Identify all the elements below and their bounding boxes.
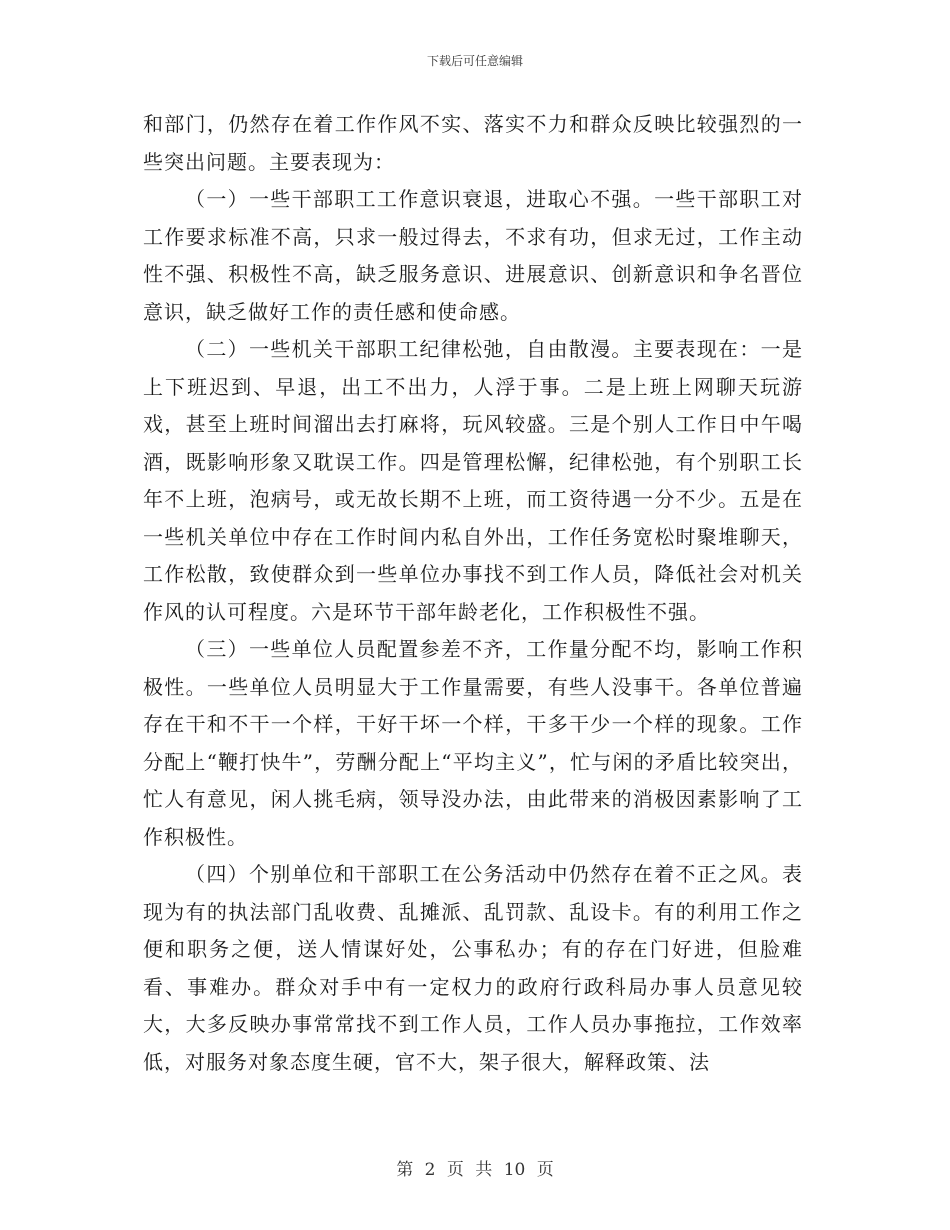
paragraph-section-2: （二）一些机关干部职工纪律松弛，自由散漫。主要表现在：一是上下班迟到、早退，出工不出力，人浮于事。二是上班上网聊天玩游戏，甚至上班时间溜出去打麻将，玩风较盛。三是个别人工作日中午喝酒，既影响形象又耽误工作。四是管理松懈，纪律松弛，有个别职工长年不上班，泡病号，或无故长期不上班，而工资待遇一分不少。五是在一些机关单位中存在工作时间内私自外出，工作任务宽松时聚堆聊天，工作松散，致使群众到一些单位办事找不到工作人员，降低社会对机关作风的认可程度。六是环节干部年龄老化，工作积极性不强。 xyxy=(143,337,803,624)
paragraph-section-4: （四）个别单位和干部职工在公务活动中仍然存在着不正之风。表现为有的执法部门乱收费、乱摊派、乱罚款、乱设卡。有的利用工作之便和职务之便，送人情谋好处，公事私办；有的存在门好进，但脸难看、事难办。群众对手中有一定权力的政府行政科局办事人员意见较大，大多反映办事常常找不到工作人员，工作人员办事拖拉，工作效率低，对服务对象态度生硬，官不大，架子很大，解释政策、法 xyxy=(143,862,803,1074)
paragraph-continuation: 和部门，仍然存在着工作作风不实、落实不力和群众反映比较强烈的一些突出问题。主要表现为： xyxy=(143,112,803,174)
page-number-footer: 第 2 页 共 10 页 xyxy=(396,1160,554,1180)
document-body xyxy=(143,106,803,1081)
page-header: 下载后可任意编辑 xyxy=(426,54,523,68)
paragraph-section-1: （一）一些干部职工工作意识衰退，进取心不强。一些干部职工对工作要求标准不高，只求一般过得去，不求有功，但求无过，工作主动性不强、积极性不高，缺乏服务意识、进展意识、创新意识和争名晋位意识，缺乏做好工作的责任感和使命感。 xyxy=(143,187,803,324)
paragraph-section-3: （三）一些单位人员配置参差不齐，工作量分配不均，影响工作积极性。一些单位人员明显大于工作量需要，有些人没事干。各单位普遍存在干和不干一个样，干好干坏一个样，干多干少一个样的现象。工作分配上“鞭打快牛”，劳酬分配上“平均主义”，忙与闲的矛盾比较突出，忙人有意见，闲人挑毛病，领导没办法，由此带来的消极因素影响了工作积极性。 xyxy=(143,637,803,849)
